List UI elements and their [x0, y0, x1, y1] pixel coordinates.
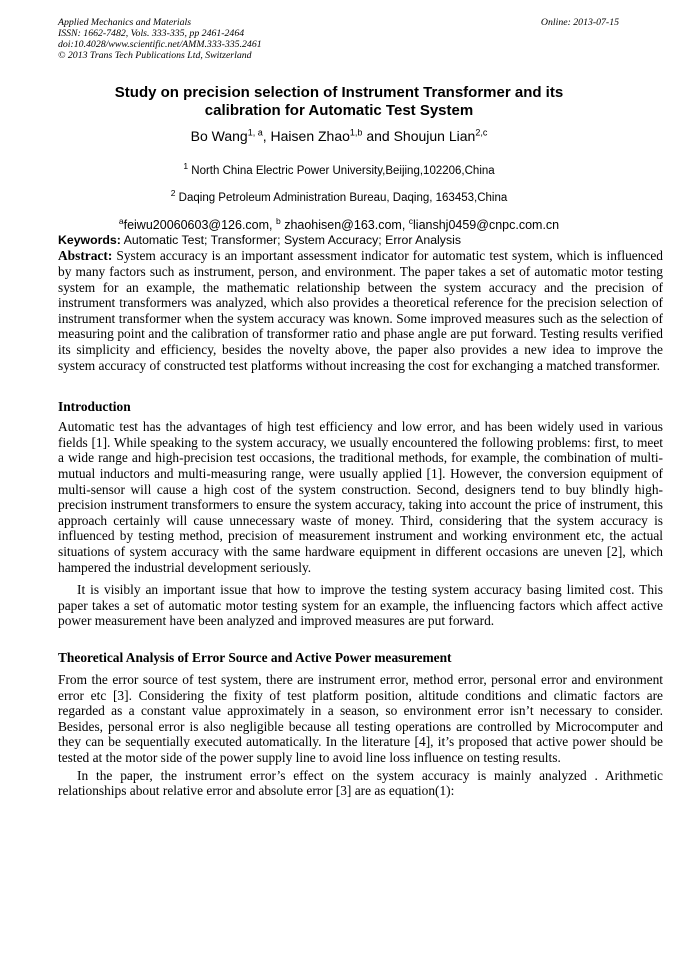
keywords-line: [58, 233, 663, 248]
abstract-text: System accuracy is an important assessment indicator for automatic test system, which is influenced by many factors such as instrument, person, and environment. The paper takes a set of automatic motor testing system for an example, the mathematic relationship between the system accuracy and the precision of instrument transformers was analyzed, which also provides a theoretical reference for the precision selection of instrument transformer when the system accuracy was known. Some improved measures such as the selection of measuring point and the calibration of transformer ratio and phase angle are put forward. Testing results verified its simplicity and efficiency, besides the novelty above, the paper also provides a new idea to improve the system accuracy of constructed test platforms without increasing the cost for exchanging a matched transformer.: [58, 248, 663, 373]
journal-copyright-line: © 2013 Trans Tech Publications Ltd, Switzerland: [58, 50, 252, 61]
affiliation-1-superscript: 1: [183, 160, 189, 171]
abstract-paragraph: [58, 248, 663, 373]
keywords-text: Automatic Test; Transformer; System Accuracy; Error Analysis: [120, 233, 461, 248]
theoretical-analysis-paragraph-1: From the error source of test system, there are instrument error, method error, personal error and environment error etc [3]. Considering the fixity of test platform position, altitude conditions and climatic factors are regarded as a constant value approximately in a season, so environment error isn’t necessary to consider. Besides, personal error is also negligible because all testing operations are controlled by Microcomputer and they can be sequentially executed automatically. In the literature [4], it’s proposed that active power should be tested at the motor side of the power supply line to avoid line loss influence on testing results.: [58, 671, 663, 765]
email-a: feiwu20060603@126.com,: [123, 218, 276, 233]
affiliation-2-text: Daqing Petroleum Administration Bureau, Daqing, 163453,China: [175, 192, 508, 205]
author-1-superscript: 1, a: [247, 127, 263, 137]
authors-line: [0, 124, 678, 145]
email-b-superscript: b: [275, 216, 281, 227]
online-date: Online: 2013-07-15: [540, 17, 619, 28]
introduction-paragraph-2: It is visibly an important issue that how to improve the testing system accuracy basing limited cost. This paper takes a set of automatic motor testing system for an example, the influencing factors which affect active power measurement have been analyzed and improved measures are put forward.: [58, 582, 663, 629]
email-a-superscript: a: [118, 216, 124, 227]
author-3-superscript: 2,c: [475, 127, 488, 137]
journal-header-left: [58, 17, 262, 61]
author-2-superscript: 1,b: [349, 127, 363, 137]
author-2: Haisen Zhao$^{1,b}$ and: [270, 127, 394, 144]
journal-header: [0, 0, 678, 61]
affiliation-2-superscript: 2: [170, 188, 176, 199]
author-emails: [0, 214, 678, 233]
abstract-label: Abstract:: [58, 248, 113, 264]
affiliation-1: [0, 159, 678, 178]
email-b: zhaohisen@163.com,: [280, 218, 409, 233]
introduction-paragraph-1: Automatic test has the advantages of high test efficiency and low error, and has been widely used in various fields [1]. While speaking to the system accuracy, we usually encountered the following problems: first, to meet a wide range and high-precision test occasions, the traditional methods, for example, the combination of multi-mutual inductors and multi-measuring range, were usually applied [1]. However, the conversion equipment of multi-sensor will cause a high cost of the system construction. Second, designers tend to buy blindly high-precision instrument transformers to ensure the system accuracy, taking into account the price of instrument, this approach certainly will cause unnecessary waste of money. Third, considering that the system accuracy is influenced by testing method, precision of measurement instrument and working environment etc, the actual situations of system accuracy with the same hardware equipment in different occasions are uneven [2], which hampered the industrial development seriously.: [58, 419, 663, 575]
affiliation-2: [0, 186, 678, 205]
section-heading-introduction: Introduction: [58, 399, 131, 415]
author-separator: and: [362, 127, 394, 144]
keywords-label: Keywords:: [58, 233, 121, 248]
journal-name: Applied Mechanics and Materials: [58, 17, 192, 28]
paper-body: [58, 233, 663, 798]
author-1: Bo Wang$^{1, a}$,: [190, 127, 271, 144]
email-c: lianshj0459@cnpc.com.cn: [413, 218, 560, 233]
paper-title: Study on precision selection of Instrument Transformer and its calibration for Automatic Test System: [114, 84, 564, 119]
front-matter: [0, 84, 678, 233]
affiliation-1-text: North China Electric Power University,Beijing,102206,China: [188, 164, 495, 177]
journal-issn-line: ISSN: 1662-7482, Vols. 333-335, pp 2461-2464: [58, 28, 245, 39]
author-separator: ,: [262, 127, 271, 144]
journal-doi-line: doi:10.4028/www.scientific.net/AMM.333-335.2461: [58, 39, 262, 50]
section-heading-theoretical-analysis: Theoretical Analysis of Error Source and Active Power measurement: [58, 649, 452, 665]
author-3: Shoujun Lian$^{2,c}$: [393, 127, 488, 144]
email-c-superscript: c: [408, 216, 414, 227]
theoretical-analysis-paragraph-2: In the paper, the instrument error’s effect on the system accuracy is mainly analyzed . Arithmetic relationships about relative error and absolute error [3] are as equation(1):: [58, 767, 663, 799]
